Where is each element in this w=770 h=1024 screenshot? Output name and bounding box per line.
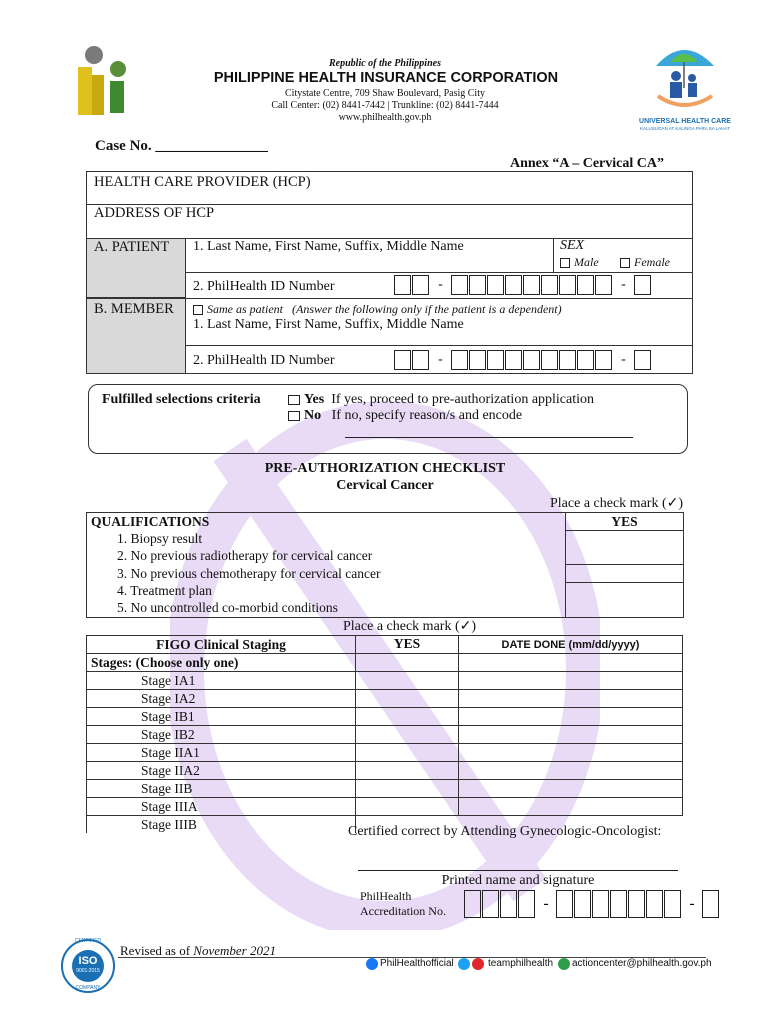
table-row bbox=[87, 583, 684, 600]
qual-place-check: Place a check mark (✓) bbox=[550, 496, 683, 511]
checklist-title: PRE-AUTHORIZATION CHECKLIST bbox=[264, 461, 506, 476]
stage-check[interactable] bbox=[356, 780, 459, 798]
member-id-boxes[interactable]: - - bbox=[394, 350, 652, 370]
same-as-patient-checkbox[interactable] bbox=[193, 305, 203, 315]
youtube-icon[interactable] bbox=[472, 958, 484, 970]
table-row bbox=[87, 798, 683, 816]
staging-date-header: DATE DONE (mm/dd/yyyy) bbox=[459, 636, 683, 654]
republic-text: Republic of the Philippines bbox=[329, 58, 441, 69]
certify-text: Certified correct by Attending Gynecologic-Oncologist: bbox=[348, 824, 662, 839]
revised-prefix: Revised as of bbox=[120, 943, 191, 958]
table-row bbox=[87, 565, 684, 583]
staging-table bbox=[86, 635, 683, 833]
revised-date: November 2021 bbox=[193, 943, 276, 958]
table-row bbox=[87, 762, 683, 780]
stage-check[interactable] bbox=[356, 690, 459, 708]
stage-check[interactable] bbox=[356, 672, 459, 690]
reason-line[interactable] bbox=[345, 437, 633, 438]
uhc-logo bbox=[648, 40, 720, 114]
table-row bbox=[87, 672, 683, 690]
facebook-icon[interactable] bbox=[366, 958, 378, 970]
table-row bbox=[87, 708, 683, 726]
criteria-no-text: If no, specify reason/s and encode bbox=[331, 408, 523, 423]
website: www.philhealth.gov.ph bbox=[338, 112, 432, 123]
stage-check[interactable] bbox=[356, 708, 459, 726]
same-as-patient-option[interactable] bbox=[193, 302, 562, 317]
table-row bbox=[87, 531, 684, 548]
dependent-note: (Answer the following only if the patient is a dependent) bbox=[292, 302, 562, 316]
table-row bbox=[87, 780, 683, 798]
criteria-yes-row[interactable] bbox=[288, 392, 594, 408]
criteria-no-checkbox[interactable] bbox=[288, 411, 300, 421]
stage-date[interactable] bbox=[459, 780, 683, 798]
table-row bbox=[87, 654, 683, 672]
iso-sub: 9001:2015 bbox=[76, 968, 100, 974]
email-icon[interactable] bbox=[558, 958, 570, 970]
qualifications-table bbox=[86, 512, 684, 618]
stage-item: Stage IB2 bbox=[87, 726, 356, 744]
social-handle[interactable]: teamphilhealth bbox=[488, 958, 554, 969]
criteria-no-row[interactable] bbox=[288, 408, 522, 424]
qualification-item: 5. No uncontrolled co-morbid conditions bbox=[87, 600, 566, 618]
hcp-label: HEALTH CARE PROVIDER (HCP) bbox=[94, 174, 311, 190]
stage-date[interactable] bbox=[459, 798, 683, 816]
stage-check[interactable] bbox=[356, 762, 459, 780]
patient-name-cell[interactable] bbox=[185, 238, 554, 273]
stage-date[interactable] bbox=[459, 690, 683, 708]
stage-place-check: Place a check mark (✓) bbox=[343, 619, 476, 634]
stage-date[interactable] bbox=[459, 708, 683, 726]
male-label: Male bbox=[574, 255, 599, 269]
patient-label: A. PATIENT bbox=[94, 239, 170, 255]
stage-item: Stage IIA1 bbox=[87, 744, 356, 762]
qualification-check[interactable] bbox=[566, 531, 684, 565]
signature-line[interactable] bbox=[358, 870, 678, 871]
hcp-row[interactable] bbox=[86, 171, 693, 205]
call-center: Call Center: (02) 8441-7442 | Trunkline: (02) 8441-7444 bbox=[271, 100, 499, 111]
qualification-check[interactable] bbox=[566, 583, 684, 618]
qualification-item: 3. No previous chemotherapy for cervical cancer bbox=[87, 565, 566, 583]
member-label: B. MEMBER bbox=[94, 301, 174, 317]
case-no-label: Case No. _______________ bbox=[95, 138, 268, 154]
checklist-subtitle: Cervical Cancer bbox=[336, 478, 434, 493]
female-option[interactable] bbox=[620, 255, 670, 270]
philhealth-logo bbox=[74, 45, 132, 117]
member-id-cell bbox=[185, 345, 693, 374]
facebook-handle[interactable]: PhilHealthofficial bbox=[380, 958, 454, 969]
criteria-yes-label: Yes bbox=[304, 392, 325, 407]
qualifications-header: QUALIFICATIONS bbox=[87, 513, 566, 531]
stage-check[interactable] bbox=[356, 798, 459, 816]
qualification-item: 2. No previous radiotherapy for cervical cancer bbox=[87, 548, 566, 565]
accreditation-boxes[interactable]: - - bbox=[464, 890, 720, 918]
stage-date[interactable] bbox=[459, 654, 683, 672]
stage-date[interactable] bbox=[459, 762, 683, 780]
male-checkbox[interactable] bbox=[560, 258, 570, 268]
uhc-label: UNIVERSAL HEALTH CARE bbox=[639, 118, 731, 125]
member-name-cell[interactable] bbox=[185, 298, 693, 346]
annex-title: Annex “A – Cervical CA” bbox=[510, 156, 664, 171]
staging-header: FIGO Clinical Staging bbox=[87, 636, 356, 654]
stage-check[interactable] bbox=[356, 726, 459, 744]
accreditation-label: PhilHealth Accreditation No. bbox=[360, 889, 446, 918]
stage-item: Stage IIIA bbox=[87, 798, 356, 816]
patient-id-cell bbox=[185, 272, 693, 299]
org-name: PHILIPPINE HEALTH INSURANCE CORPORATION bbox=[213, 70, 559, 86]
org-address: Citystate Centre, 709 Shaw Boulevard, Pasig City bbox=[285, 88, 485, 99]
member-name-label: 1. Last Name, First Name, Suffix, Middle Name bbox=[193, 317, 464, 332]
qualification-check[interactable] bbox=[566, 565, 684, 583]
patient-id-label: 2. PhilHealth ID Number bbox=[193, 279, 335, 294]
criteria-yes-text: If yes, proceed to pre-authorization application bbox=[331, 392, 595, 407]
staging-header-row bbox=[87, 636, 683, 654]
qualification-item: 4. Treatment plan bbox=[87, 583, 566, 600]
email-address[interactable]: actioncenter@philhealth.gov.ph bbox=[572, 958, 712, 969]
member-section bbox=[86, 298, 186, 374]
iso-text: ISO bbox=[78, 955, 98, 967]
criteria-no-label: No bbox=[304, 408, 322, 423]
table-row bbox=[87, 690, 683, 708]
sex-cell bbox=[553, 238, 693, 273]
stage-item: Stage IA2 bbox=[87, 690, 356, 708]
stage-item: Stage IIB bbox=[87, 780, 356, 798]
stage-item: Stage IA1 bbox=[87, 672, 356, 690]
patient-name-label: 1. Last Name, First Name, Suffix, Middle Name bbox=[193, 239, 464, 254]
patient-section bbox=[86, 238, 186, 298]
twitter-icon[interactable] bbox=[458, 958, 470, 970]
table-row bbox=[87, 744, 683, 762]
stage-check[interactable] bbox=[356, 744, 459, 762]
stage-date[interactable] bbox=[459, 672, 683, 690]
stages-choose-label: Stages: (Choose only one) bbox=[87, 654, 356, 672]
staging-yes-header: YES bbox=[356, 636, 459, 654]
stage-check[interactable] bbox=[356, 654, 459, 672]
criteria-label: Fulfilled selections criteria bbox=[102, 392, 261, 407]
qualifications-header-row bbox=[87, 513, 684, 531]
qualifications-yes-header: YES bbox=[566, 513, 684, 531]
same-as-patient-label: Same as patient bbox=[207, 302, 283, 316]
sex-label: SEX bbox=[560, 238, 585, 253]
address-row[interactable] bbox=[86, 204, 693, 239]
uhc-sub: KALUSUGAN AT KALINGA PARA SA LAHAT bbox=[640, 126, 730, 131]
stage-date[interactable] bbox=[459, 744, 683, 762]
stage-item: Stage IIA2 bbox=[87, 762, 356, 780]
address-label: ADDRESS OF HCP bbox=[94, 205, 215, 221]
female-label: Female bbox=[634, 255, 670, 269]
table-row bbox=[87, 726, 683, 744]
female-checkbox[interactable] bbox=[620, 258, 630, 268]
qualification-item: 1. Biopsy result bbox=[87, 531, 566, 548]
stage-item: Stage IB1 bbox=[87, 708, 356, 726]
criteria-yes-checkbox[interactable] bbox=[288, 395, 300, 405]
iso-company: COMPANY bbox=[75, 985, 101, 991]
printed-name-label: Printed name and signature bbox=[441, 873, 595, 888]
stage-date[interactable] bbox=[459, 726, 683, 744]
iso-certified: CERTIFIED bbox=[74, 938, 102, 944]
stage-item: Stage IIIB bbox=[87, 816, 356, 834]
member-id-label: 2. PhilHealth ID Number bbox=[193, 353, 335, 368]
male-option[interactable] bbox=[560, 255, 599, 270]
patient-id-boxes[interactable]: - - bbox=[394, 275, 652, 295]
